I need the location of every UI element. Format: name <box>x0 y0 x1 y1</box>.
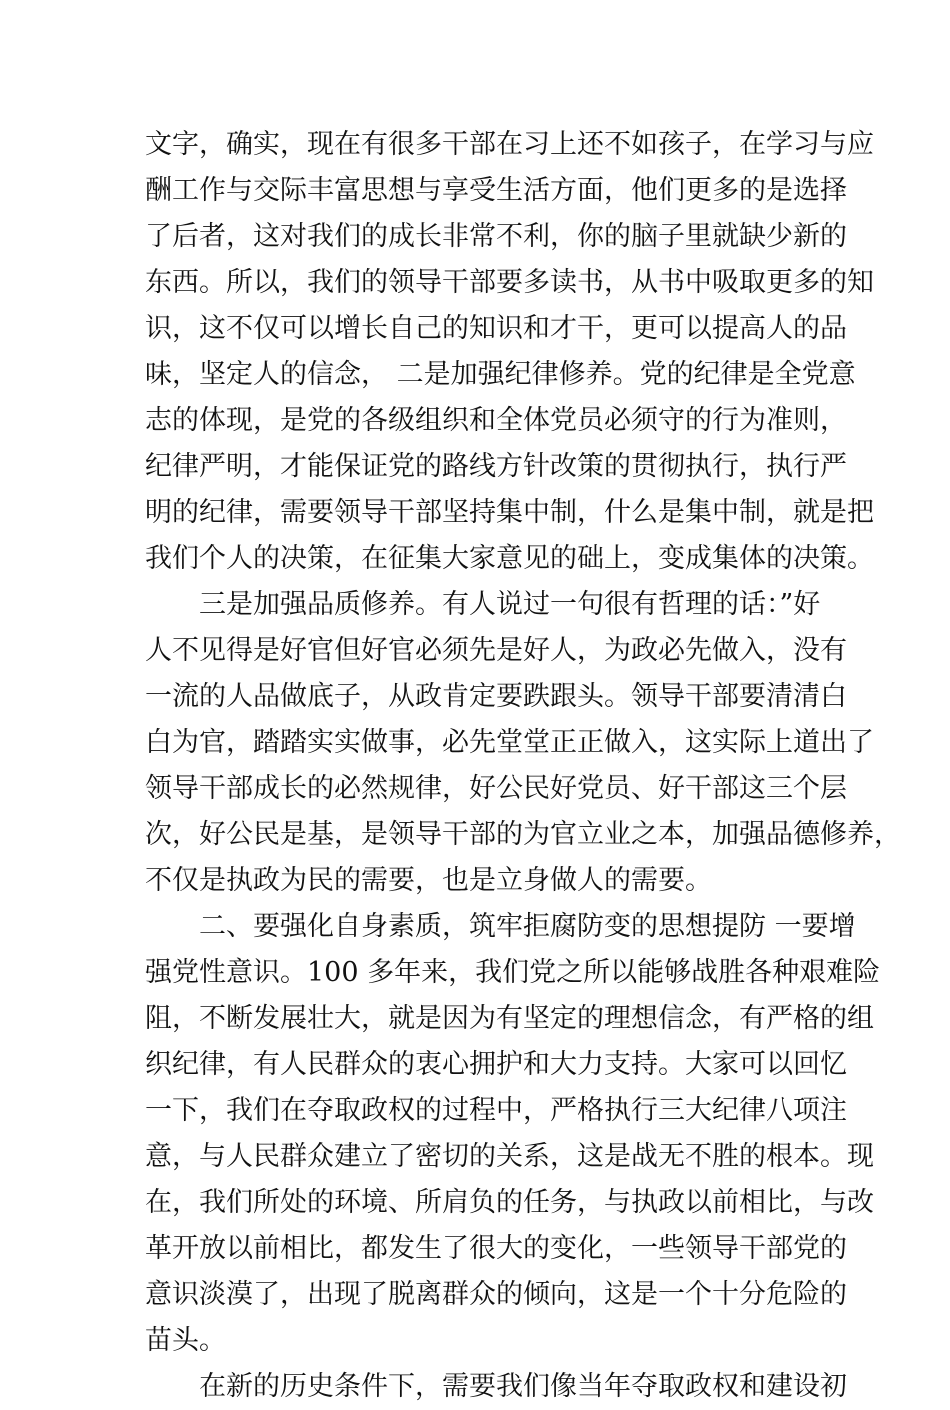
body-text <box>145 122 901 1410</box>
text-line: 了后者，这对我们的成长非常不利，你的脑子里就缺少新的 <box>145 221 847 252</box>
text-line: 识，这不仅可以增长自己的知识和才干，更可以提高人的品 <box>145 313 847 344</box>
text-line: 酬工作与交际丰富思想与享受生活方面，他们更多的是选择 <box>145 175 847 206</box>
text-line: 阻，不断发展壮大，就是因为有坚定的理想信念，有严格的组 <box>145 1003 874 1034</box>
text-line: 三是加强品质修养。有人说过一句很有哲理的话：”好 <box>199 589 821 620</box>
text-line: 人不见得是好官但好官必须先是好人，为政必先做入，没有 <box>145 635 847 666</box>
text-line: 东西。所以，我们的领导干部要多读书，从书中吸取更多的知 <box>145 267 874 298</box>
text-line: 在，我们所处的环境、所肩负的任务，与执政以前相比，与改 <box>145 1187 874 1218</box>
text-line: 次，好公民是基，是领导干部的为官立业之本，加强品德修养， <box>145 819 901 850</box>
text-line: 志的体现，是党的各级组织和全体党员必须守的行为准则， <box>145 405 847 436</box>
text-line: 意，与人民群众建立了密切的关系，这是战无不胜的根本。现 <box>145 1141 874 1172</box>
text-line: 织纪律，有人民群众的衷心拥护和大力支持。大家可以回忆 <box>145 1049 847 1080</box>
text-line: 白为官，踏踏实实做事，必先堂堂正正做入，这实际上道出了 <box>145 727 874 758</box>
text-line: 纪律严明，才能保证党的路线方针改策的贯彻执行，执行严 <box>145 451 847 482</box>
text-line: 一流的人品做底子，从政肯定要跌跟头。领导干部要清清白 <box>145 681 847 712</box>
text-line: 领导干部成长的必然规律，好公民好党员、好干部这三个层 <box>145 773 847 804</box>
text-line: 强党性意识。100 多年来，我们党之所以能够战胜各种艰难险 <box>145 957 881 988</box>
text-line: 味，坚定人的信念， 二是加强纪律修养。党的纪律是全党意 <box>145 359 856 390</box>
text-line: 意识淡漠了，出现了脱离群众的倾向，这是一个十分危险的 <box>145 1279 847 1310</box>
text-line: 革开放以前相比，都发生了很大的变化，一些领导干部党的 <box>145 1233 847 1264</box>
text-line: 不仅是执政为民的需要，也是立身做人的需要。 <box>145 865 712 896</box>
text-line: 文字，确实，现在有很多干部在习上还不如孩子，在学习与应 <box>145 129 874 160</box>
text-line: 在新的历史条件下，需要我们像当年夺取政权和建设初 <box>199 1371 847 1402</box>
text-line: 我们个人的决策，在征集大家意见的础上，变成集体的决策。 <box>145 543 874 574</box>
text-line: 一下，我们在夺取政权的过程中，严格执行三大纪律八项注 <box>145 1095 847 1126</box>
text-line: 二、要强化自身素质，筑牢拒腐防变的思想提防 一要增 <box>199 911 856 942</box>
text-line: 明的纪律，需要领导干部坚持集中制，什么是集中制，就是把 <box>145 497 874 528</box>
text-line: 苗头。 <box>145 1325 226 1356</box>
